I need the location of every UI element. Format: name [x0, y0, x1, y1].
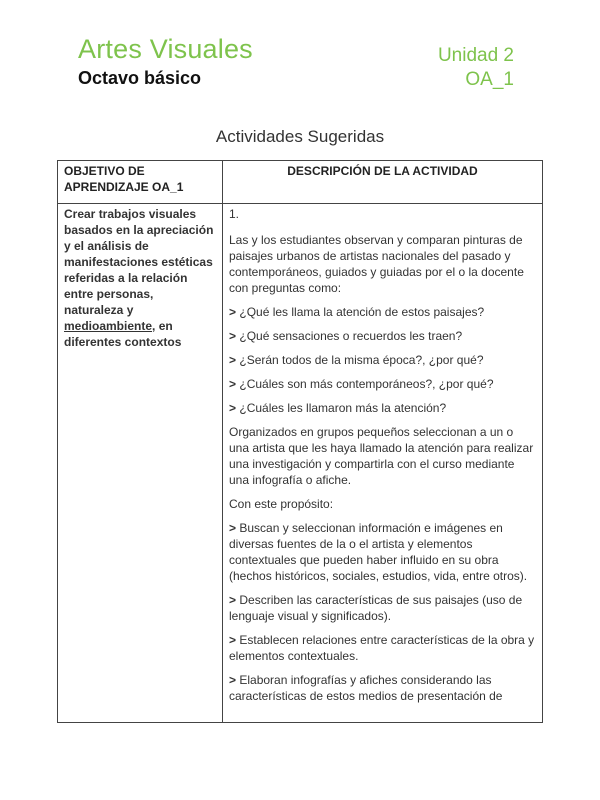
activity-number: 1. — [229, 207, 240, 221]
document-title: Artes Visuales — [78, 34, 253, 64]
objective-text: Crear trabajos visuales basados en la apreciación y el análisis de manifestaciones estéticas referidas a la relación entre personas, naturaleza y — [64, 207, 214, 317]
description-cell — [223, 204, 543, 723]
bullet-icon: > — [229, 329, 237, 343]
question-item: > ¿Cuáles les llamaron más la atención? — [229, 401, 447, 415]
bullet-icon: > — [229, 593, 237, 607]
step-item: > Elaboran infografías y afiches considerando las características de estos medios de presentación de — [229, 673, 503, 703]
medioambiente-link: medioambiente — [64, 319, 153, 333]
section-title: Actividades Sugeridas — [215, 127, 385, 146]
purpose-label: Con este propósito: — [229, 497, 334, 511]
bullet-icon: > — [229, 401, 237, 415]
unit-label: Unidad 2 — [437, 45, 514, 66]
oa-label: OA_1 — [465, 69, 514, 90]
step-item: > Describen las características de sus paisajes (uso de lenguaje visual y significados). — [229, 593, 523, 623]
objective-cell — [58, 204, 223, 723]
step-item: > Buscan y seleccionan información e imágenes en diversas fuentes de la o el artista y elementos contextuales que pueden haber influido en su obra (hechos históricos, sociales, estudios, vida, entre otros). — [229, 521, 528, 583]
group-text: Organizados en grupos pequeños seleccionan a un o una artista que les haya llamado la atención para realizar una investigación y compartirla con el curso mediante una infografía o afiche. — [229, 425, 534, 487]
step-item: > Establecen relaciones entre características de la obra y elementos contextuales. — [229, 633, 535, 663]
document-subtitle: Octavo básico — [78, 68, 202, 88]
description-header: DESCRIPCIÓN DE LA ACTIVIDAD — [223, 161, 543, 204]
bullet-icon: > — [229, 633, 237, 647]
question-item: > ¿Cuáles son más contemporáneos?, ¿por qué? — [229, 377, 494, 391]
bullet-icon: > — [229, 305, 237, 319]
bullet-icon: > — [229, 377, 237, 391]
question-item: > ¿Qué les llama la atención de estos paisajes? — [229, 305, 485, 319]
question-item: > ¿Serán todos de la misma época?, ¿por qué? — [229, 353, 484, 367]
activities-table — [57, 160, 543, 723]
bullet-icon: > — [229, 673, 237, 687]
activity-intro: Las y los estudiantes observan y comparan pinturas de paisajes urbanos de artistas nacionales del pasado y contemporáneos, guiados y guiadas por el o la docente con preguntas como: — [229, 233, 524, 295]
objective-text-end: , en diferentes contextos — [64, 319, 182, 349]
bullet-icon: > — [229, 353, 237, 367]
table-row — [58, 204, 543, 723]
bullet-icon: > — [229, 521, 237, 535]
objective-header: OBJETIVO DE APRENDIZAJE OA_1 — [58, 161, 223, 204]
table-header-row — [58, 161, 543, 204]
question-item: > ¿Qué sensaciones o recuerdos les traen? — [229, 329, 463, 343]
